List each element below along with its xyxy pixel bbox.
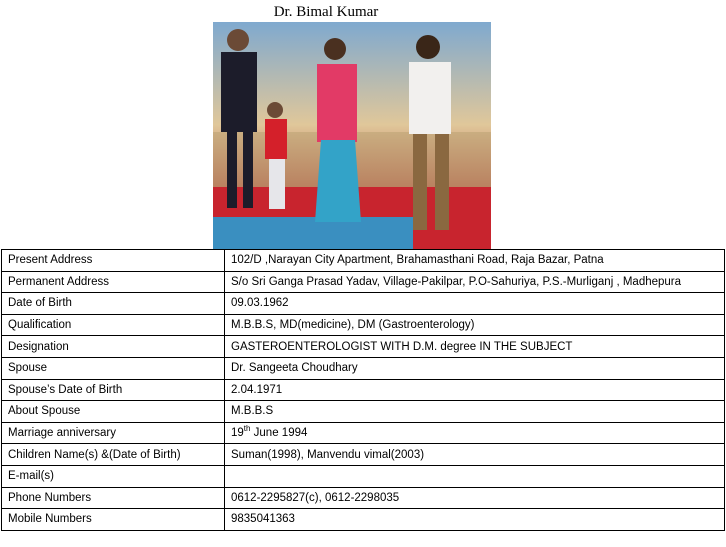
page-title: Dr. Bimal Kumar [273,4,379,20]
row-label: About Spouse [2,401,225,423]
table-row [2,465,725,487]
family-photo [213,22,491,250]
table-row [2,379,725,401]
table-row [2,271,725,293]
row-value [225,465,725,487]
row-label: Qualification [2,314,225,336]
row-value: Dr. Sangeeta Choudhary [225,357,725,379]
row-label: E-mail(s) [2,465,225,487]
row-value: 09.03.1962 [225,293,725,315]
row-value: S/o Sri Ganga Prasad Yadav, Village-Pakilpar, P.O-Sahuriya, P.S.-Murliganj , Madhepura [225,271,725,293]
row-value: M.B.B.S [225,401,725,423]
profile-table [1,249,725,531]
table-row [2,422,725,444]
row-label: Spouse’s Date of Birth [2,379,225,401]
anniversary-suffix: th [243,424,251,434]
row-value: 2.04.1971 [225,379,725,401]
row-value: Suman(1998), Manvendu vimal(2003) [225,444,725,466]
table-row [2,444,725,466]
row-label: Marriage anniversary [2,422,225,444]
row-value: 102/D ,Narayan City Apartment, Brahamasthani Road, Raja Bazar, Patna [225,250,725,272]
row-label: Present Address [2,250,225,272]
row-value: 0612-2295827(c), 0612-2298035 [225,487,725,509]
row-label: Phone Numbers [2,487,225,509]
row-label: Children Name(s) &(Date of Birth) [2,444,225,466]
row-value: GASTEROENTEROLOGIST WITH D.M. degree IN THE SUBJECT [225,336,725,358]
row-label: Designation [2,336,225,358]
table-row [2,250,725,272]
row-label: Mobile Numbers [2,509,225,531]
row-value: 9835041363 [225,509,725,531]
table-row [2,509,725,531]
family-photo-image [213,22,491,250]
row-label: Spouse [2,357,225,379]
table-row [2,336,725,358]
table-row [2,293,725,315]
anniversary-day: 19 [231,427,244,440]
table-row [2,487,725,509]
row-value: M.B.B.S, MD(medicine), DM (Gastroenterology) [225,314,725,336]
table-row [2,314,725,336]
table-row [2,401,725,423]
row-label: Permanent Address [2,271,225,293]
anniversary-rest: June 1994 [250,427,308,440]
row-label: Date of Birth [2,293,225,315]
row-value [225,422,725,444]
table-row [2,357,725,379]
